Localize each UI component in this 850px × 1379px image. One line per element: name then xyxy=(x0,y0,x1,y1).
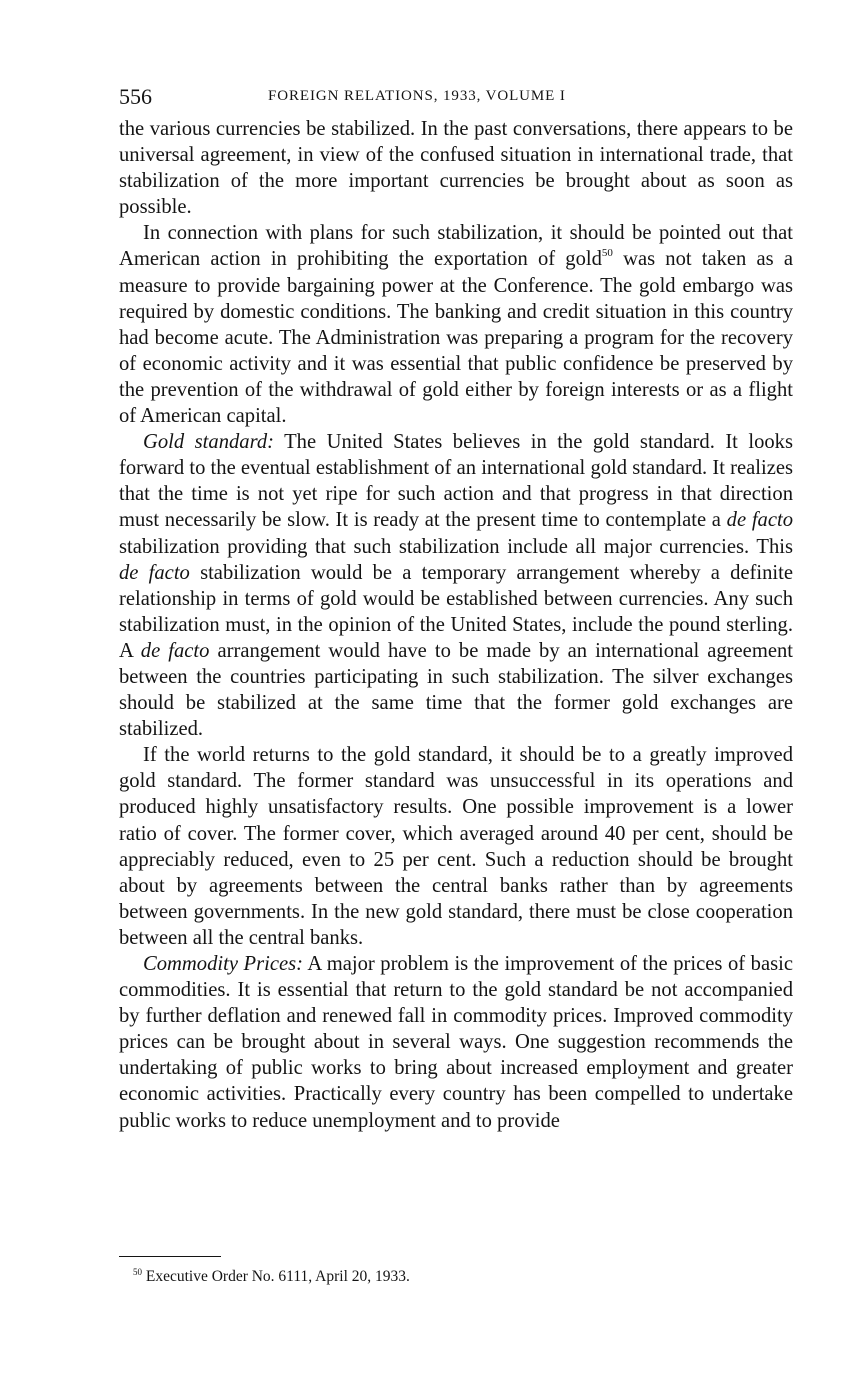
running-head-title: FOREIGN RELATIONS, 1933, VOLUME I xyxy=(268,88,566,104)
footnote-reference: 50 xyxy=(601,247,613,260)
commodity-prices-heading: Commodity Prices: xyxy=(143,953,303,975)
running-head xyxy=(119,84,793,116)
paragraph-1-text: the various currencies be stabilized. In the past conversations, there appears to be universal agreement, in view of the confused situation in international trade, that stabilization of the more important currencies be brought about as soon as possible. xyxy=(119,118,793,219)
footnote xyxy=(133,1268,410,1286)
paragraph-5 xyxy=(119,951,793,1134)
footnote-text: Executive Order No. 6111, April 20, 1933. xyxy=(142,1268,410,1285)
paragraph-2 xyxy=(119,220,793,429)
paragraph-3-text-b: stabilization providing that such stabilization include all major currencies. This xyxy=(119,535,793,558)
paragraph-2-text-a: In connection with plans for such stabilization, it should be pointed out that American action in prohibiting the exportation of gold xyxy=(119,222,793,271)
de-facto-term: de facto xyxy=(140,639,210,662)
de-facto-term: de facto xyxy=(726,509,794,532)
paragraph-1 xyxy=(119,116,793,220)
paragraph-5-text: A major problem is the improvement of the prices of basic commodities. It is essential that return to the gold standard be not accompanied by further deflation and renewed fall in commodity prices. Improved commodity prices can be brought about in several ways. One suggestion recommends the undertaking of public works to bring about increased employment and greater economic activities. Practically every country has been compelled to undertake public works to reduce unemployment and to provide xyxy=(119,953,793,1132)
document-page xyxy=(119,84,793,1134)
paragraph-3 xyxy=(119,429,793,742)
page-number: 556 xyxy=(119,84,152,109)
paragraph-3-text-d: arrangement would have to be made by an international agreement between the countries participating in such stabilization. The silver exchanges should be stabilized at the same time that the former gold exchanges are stabilized. xyxy=(119,639,793,741)
paragraph-4 xyxy=(119,742,793,951)
de-facto-term: de facto xyxy=(119,561,190,584)
paragraph-2-text-b: was not taken as a measure to provide bargaining power at the Conference. The gold embargo was required by domestic conditions. The banking and credit situation in this country had become acute. The Administration was preparing a program for the recovery of economic activity and it was essential that public confidence be preserved by the prevention of the withdrawal of gold either by foreign interests or as a flight of American capital. xyxy=(119,248,793,428)
paragraph-3-text-c: stabilization would be a temporary arrangement whereby a definite relationship in terms of gold would be established between currencies. Any such stabilization must, in the opinion of the United States, include the pound sterling. A xyxy=(119,561,794,662)
paragraph-4-text: If the world returns to the gold standard, it should be to a greatly improved gold standard. The former standard was unsuccessful in its operations and produced highly unsatisfactory results. One possible improvement is a lower ratio of cover. The former cover, which averaged around 40 per cent, should be appreciably reduced, even to 25 per cent. Such a reduction should be brought about by agreements between the central banks rather than by agreements between governments. In the new gold standard, there must be close cooperation between all the central banks. xyxy=(119,744,793,949)
footnote-number: 50 xyxy=(133,1267,142,1277)
paragraph-3-text-a: The United States believes in the gold standard. It looks forward to the eventual establishment of an international gold standard. It realizes that the time is not yet ripe for such action and that progress in that direction must necessarily be slow. It is ready at the present time to contemplate a xyxy=(119,431,793,532)
body-text xyxy=(119,116,793,1134)
footnote-divider xyxy=(119,1256,221,1257)
gold-standard-heading: Gold standard: xyxy=(143,431,274,454)
